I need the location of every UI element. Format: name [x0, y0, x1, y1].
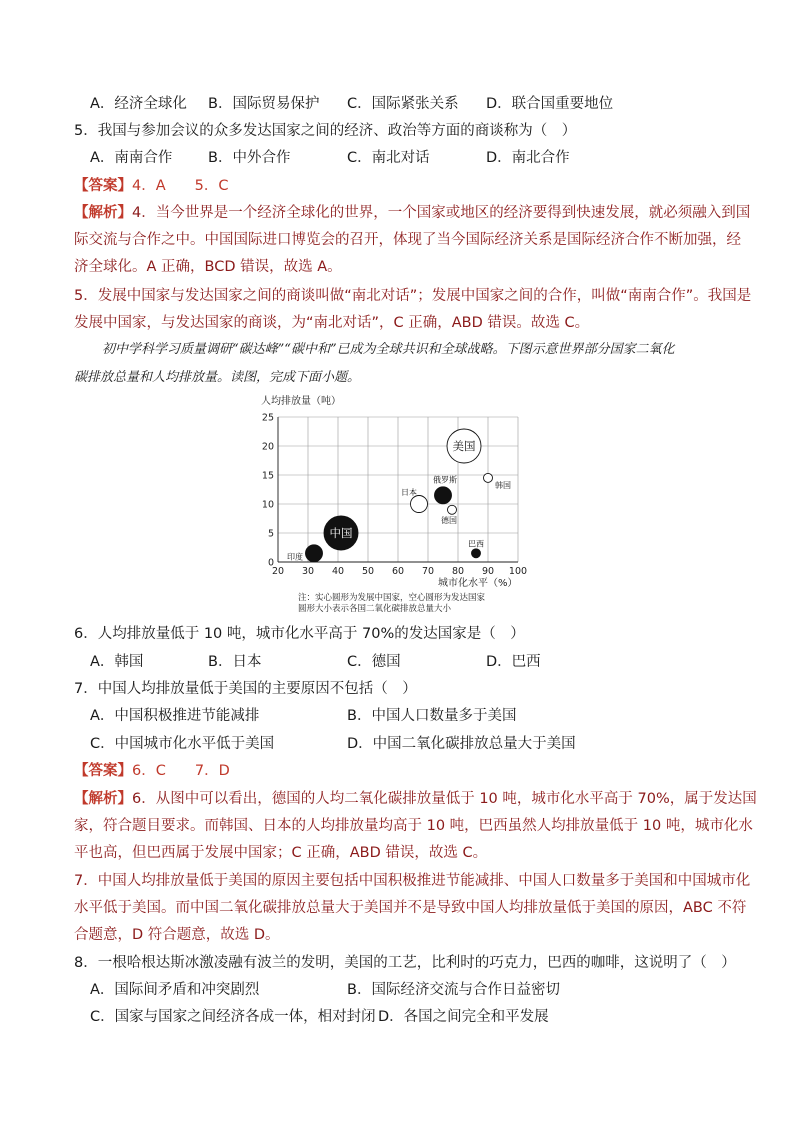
analysis-label: 【解析】 [74, 205, 132, 221]
analysis-1-line-4: 5．发展中国家与发达国家之间的商谈叫做“南北对话”；发展中国家之间的合作，叫做“南南合作”。我国是 [74, 288, 752, 304]
analysis-2-line-2: 家，符合题目要求。而韩国、日本的人均排放量均高于 10 吨，巴西虽然人均排放量低于 10 吨，城市化水 [74, 818, 753, 834]
y-axis-title: 人均排放量（吨） [261, 396, 341, 407]
analysis-2-line-4: 7．中国人均排放量低于美国的原因主要包括中国积极推进节能减排、中国人口数量多于美国和中国城市化 [74, 873, 751, 889]
x-tick-label: 80 [451, 566, 465, 577]
x-tick-label: 90 [481, 566, 495, 577]
chart-note-1: 注：实心圆形为发展中国家，空心圆形为发达国家 [298, 593, 486, 603]
q8-option-d: D．各国之间完全和平发展 [378, 1009, 549, 1025]
q6-stem: 6．人均排放量低于 10 吨，城市化水平高于 70%的发达国家是（ ） [74, 626, 525, 642]
analysis-2-line-3: 平也高，但巴西属于发展中国家；C 正确，ABD 错误，故选 C。 [74, 845, 488, 861]
y-tick-label: 15 [261, 470, 274, 482]
q5-option-c: C．南北对话 [347, 150, 430, 166]
y-tick-label: 10 [261, 499, 274, 511]
analysis-label: 【解析】 [74, 791, 132, 807]
point-label: 俄罗斯 [433, 475, 457, 485]
q8-stem: 8．一根哈根达斯冰激凌融有波兰的发明，美国的工艺，比利时的巧克力，巴西的咖啡，这说明了（ ） [74, 955, 736, 971]
point-label: 德国 [441, 515, 457, 525]
analysis-1-line-5: 发展中国家，与发达国家的商谈，为“南北对话”，C 正确，ABD 错误。故选 C。 [74, 315, 590, 331]
y-tick-label: 0 [267, 557, 274, 569]
analysis-1-line-3: 济全球化。A 正确，BCD 错误，故选 A。 [74, 259, 342, 275]
point-label: 美国 [452, 439, 476, 453]
bubble-point [435, 487, 452, 504]
point-label: 巴西 [468, 539, 484, 549]
scatter-chart [255, 388, 545, 588]
q5-option-b: B．中外合作 [208, 150, 291, 166]
q7-option-d: D．中国二氧化碳排放总量大于美国 [347, 736, 576, 752]
x-tick-label: 100 [508, 566, 528, 577]
bubble-point [306, 545, 323, 562]
q6-option-b: B．日本 [208, 654, 262, 670]
answer-block-1 [74, 176, 229, 196]
q7-stem: 7．中国人均排放量低于美国的主要原因不包括（ ） [74, 681, 417, 697]
answer-text: 6．C 7．D [132, 763, 230, 779]
x-tick-label: 30 [301, 566, 315, 577]
q4-option-c: C．国际紧张关系 [347, 96, 459, 112]
answer-label: 【答案】 [74, 763, 132, 779]
intro-line-2: 碳排放总量和人均排放量。读图，完成下面小题。 [74, 370, 361, 385]
q5-option-d: D．南北合作 [486, 150, 570, 166]
x-tick-label: 40 [331, 566, 345, 577]
x-axis-title: 城市化水平（%） [438, 578, 518, 588]
x-tick-label: 50 [361, 566, 375, 577]
intro-line-1: 初中学科学习质量调研“碳达峰”“碳中和”已成为全球共识和全球战略。下图示意世界部分国家二氧化 [102, 342, 675, 357]
bubble-point [472, 549, 481, 558]
analysis-2-line-6: 合题意，D 符合题意，故选 D。 [74, 927, 280, 943]
y-tick-label: 5 [267, 528, 274, 540]
q8-option-c: C．国家与国家之间经济各成一体，相对封闭 [90, 1009, 376, 1025]
q5-option-a: A．南南合作 [90, 150, 173, 166]
q4-option-b: B．国际贸易保护 [208, 96, 320, 112]
q6-option-d: D．巴西 [486, 654, 541, 670]
q7-option-b: B．中国人口数量多于美国 [347, 708, 517, 724]
analysis-block-2 [74, 789, 757, 809]
analysis-2-line-5: 水平低于美国。而中国二氧化碳排放总量大于美国并不是导致中国人均排放量低于美国的原因，ABC 不符 [74, 900, 747, 916]
point-label: 日本 [401, 488, 417, 497]
q8-option-a: A．国际间矛盾和冲突剧烈 [90, 982, 260, 998]
point-label: 韩国 [495, 480, 511, 490]
analysis-text: 4．当今世界是一个经济全球化的世界，一个国家或地区的经济要得到快速发展，就必须融入到国 [132, 205, 751, 221]
bubble-point [484, 473, 493, 482]
q6-option-c: C．德国 [347, 654, 401, 670]
point-label: 印度 [287, 552, 303, 562]
bubble-point [448, 505, 457, 514]
q7-option-a: A．中国积极推进节能减排 [90, 708, 260, 724]
q5-stem: 5．我国与参加会议的众多发达国家之间的经济、政治等方面的商谈称为（ ） [74, 123, 577, 139]
q4-option-a: A．经济全球化 [90, 96, 187, 112]
answer-block-2 [74, 761, 230, 781]
q4-option-d: D．联合国重要地位 [486, 96, 614, 112]
analysis-block-1 [74, 203, 750, 223]
bubble-point [411, 496, 428, 513]
x-tick-label: 60 [391, 566, 405, 577]
chart-note-2: 圆形大小表示各国二氧化碳排放总量大小 [298, 604, 452, 614]
analysis-text: 6．从图中可以看出，德国的人均二氧化碳排放量低于 10 吨，城市化水平高于 70%，属于发达国 [132, 791, 757, 807]
answer-label: 【答案】 [74, 178, 132, 194]
analysis-1-line-2: 际交流与合作之中。中国国际进口博览会的召开，体现了当今国际经济关系是国际经济合作不断加强，经 [74, 232, 741, 248]
q8-option-b: B．国际经济交流与合作日益密切 [347, 982, 560, 998]
y-tick-label: 20 [261, 441, 274, 453]
point-label: 中国 [329, 526, 353, 540]
y-tick-label: 25 [261, 412, 274, 424]
q6-option-a: A．韩国 [90, 654, 144, 670]
q7-option-c: C．中国城市化水平低于美国 [90, 736, 275, 752]
answer-text: 4．A 5．C [132, 178, 229, 194]
x-tick-label: 20 [271, 566, 285, 577]
x-tick-label: 70 [421, 566, 435, 577]
